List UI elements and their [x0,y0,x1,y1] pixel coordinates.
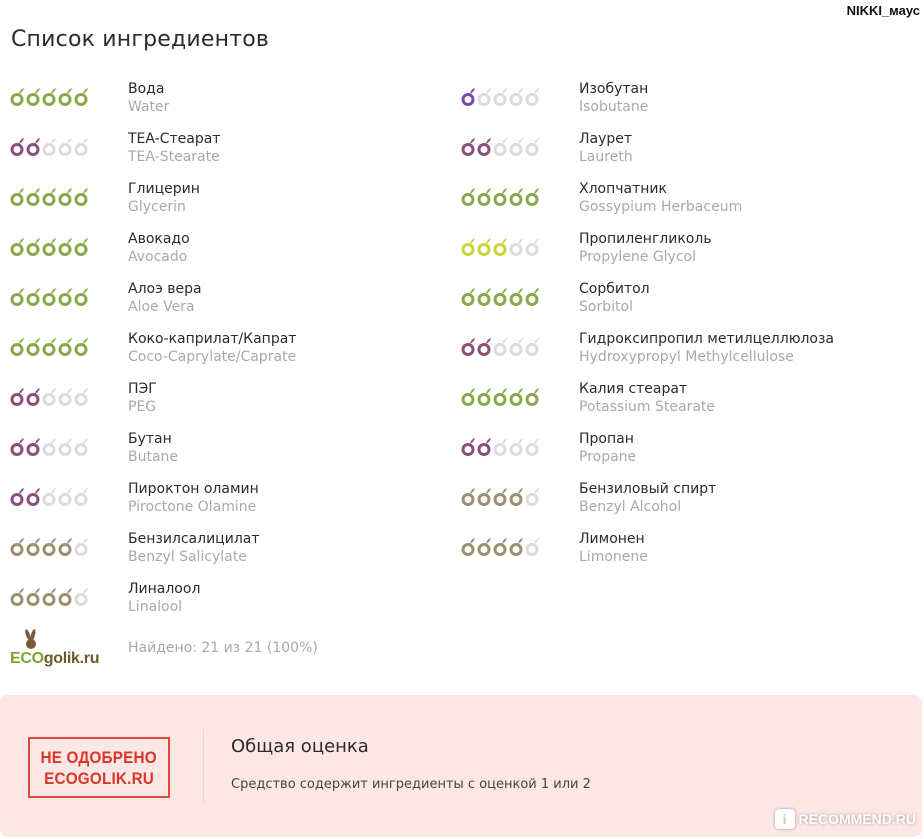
rating-olives [461,330,579,364]
rating-olives [461,180,579,214]
ingredient-row[interactable] [10,530,450,580]
olive-empty-icon [74,137,89,157]
olive-filled-icon [461,87,476,107]
olive-filled-icon [26,287,41,307]
ingredient-text [579,80,648,116]
ingredient-name[interactable]: Бензилсалицилат [128,531,260,547]
ingredient-row[interactable] [10,280,450,330]
olive-filled-icon [461,487,476,507]
olive-filled-icon [477,187,492,207]
olive-filled-icon [26,537,41,557]
ingredient-name[interactable]: Авокадо [128,231,190,247]
olive-filled-icon [461,137,476,157]
username[interactable]: NIKKI_маус [846,3,920,18]
ingredient-row[interactable] [461,180,901,230]
olive-empty-icon [58,487,73,507]
olive-filled-icon [58,87,73,107]
olive-filled-icon [10,437,25,457]
ingredient-name[interactable]: Линалоол [128,581,201,597]
ingredient-name[interactable]: Сорбитол [579,281,650,297]
logo-eco-text: ECO [10,650,44,667]
ingredient-text [128,180,200,216]
ingredient-row[interactable] [10,330,450,380]
olive-filled-icon [477,387,492,407]
page-title: Список ингредиентов [11,27,270,52]
ingredient-text [579,380,715,416]
olive-filled-icon [26,87,41,107]
olive-empty-icon [509,237,524,257]
rating-olives [461,230,579,264]
ingredient-latin-name: Coco-Caprylate/Caprate [128,349,297,365]
ingredient-text [579,180,742,216]
olive-filled-icon [477,337,492,357]
rating-olives [10,130,128,164]
olive-filled-icon [493,387,508,407]
ingredient-row[interactable] [461,330,901,380]
olive-filled-icon [42,287,57,307]
ingredient-latin-name: Linalool [128,599,183,615]
olive-empty-icon [493,437,508,457]
olive-empty-icon [58,137,73,157]
ingredient-row[interactable] [461,280,901,330]
rating-olives [461,530,579,564]
overall-rating-description: Средство содержит ингредиенты с оценкой 1 или 2 [231,777,591,792]
olive-filled-icon [58,187,73,207]
ingredient-name[interactable]: Лаурет [579,131,633,147]
olive-filled-icon [525,287,540,307]
ingredient-row[interactable] [10,180,450,230]
olive-filled-icon [477,137,492,157]
ingredient-name[interactable]: Пироктон оламин [128,481,259,497]
olive-filled-icon [525,387,540,407]
olive-filled-icon [493,487,508,507]
olive-filled-icon [26,587,41,607]
olive-filled-icon [58,237,73,257]
ingredients-column-right [461,80,901,580]
rating-olives [461,380,579,414]
ingredient-row[interactable] [10,130,450,180]
olive-empty-icon [74,537,89,557]
ingredient-row[interactable] [461,430,901,480]
olive-filled-icon [477,287,492,307]
ingredient-latin-name: Gossypium Herbaceum [579,199,743,215]
olive-filled-icon [26,337,41,357]
rating-olives [10,480,128,514]
olive-empty-icon [42,437,57,457]
olive-filled-icon [461,287,476,307]
ingredient-text [128,480,259,516]
olive-filled-icon [74,337,89,357]
rating-olives [461,80,579,114]
olive-empty-icon [58,437,73,457]
rating-olives [10,280,128,314]
olive-filled-icon [74,187,89,207]
ingredient-latin-name: Butane [128,449,179,465]
ingredient-text [579,480,716,516]
ingredient-row[interactable] [461,230,901,280]
olive-filled-icon [10,237,25,257]
olive-filled-icon [509,487,524,507]
rating-olives [10,330,128,364]
ingredient-row[interactable] [10,80,450,130]
ingredient-text [579,280,650,316]
olive-filled-icon [461,437,476,457]
ingredient-text [579,130,633,166]
ingredient-text [128,230,190,266]
ingredient-latin-name: Water [128,99,170,115]
olive-filled-icon [461,387,476,407]
olive-filled-icon [58,537,73,557]
ingredient-name[interactable]: TEA-Стеарат [128,131,221,147]
ingredient-text [128,380,157,416]
olive-filled-icon [493,537,508,557]
olive-filled-icon [477,487,492,507]
ingredient-latin-name: Propane [579,449,637,465]
stamp-line-1: НЕ ОДОБРЕНО [40,747,158,767]
ingredient-text [579,430,636,466]
olive-filled-icon [525,187,540,207]
olive-empty-icon [74,487,89,507]
ingredient-text [128,430,178,466]
rating-olives [461,130,579,164]
rating-olives [10,430,128,464]
olive-filled-icon [477,437,492,457]
ingredient-row[interactable] [461,530,901,580]
ingredient-name[interactable]: Пропан [579,431,634,447]
olive-empty-icon [509,137,524,157]
olive-filled-icon [10,587,25,607]
olive-filled-icon [26,137,41,157]
olive-empty-icon [493,337,508,357]
ingredient-latin-name: Benzyl Alcohol [579,499,682,515]
logo-domain-text: golik.ru [43,650,100,667]
recommend-badge-icon: i [775,809,795,829]
ingredient-latin-name: Isobutane [579,99,649,115]
rating-olives [10,180,128,214]
ingredient-text [128,130,220,166]
ingredient-text [128,80,169,116]
ingredient-text [128,580,200,616]
olive-filled-icon [74,287,89,307]
ingredient-text [128,330,296,366]
olive-filled-icon [461,187,476,207]
ingredient-name[interactable]: ПЭГ [128,381,157,397]
ingredient-name[interactable]: Бутан [128,431,172,447]
ingredient-name[interactable]: Пропиленгликоль [579,231,712,247]
ingredient-row[interactable] [10,380,450,430]
ingredient-name[interactable]: Алоэ вера [128,281,202,297]
ingredient-name[interactable]: Гидроксипропил метилцеллюлоза [579,331,835,347]
olive-filled-icon [58,337,73,357]
ingredient-name[interactable]: Калия стеарат [579,381,688,397]
olive-empty-icon [525,337,540,357]
ingredient-text [579,530,648,566]
olive-empty-icon [509,437,524,457]
ingredient-row[interactable] [10,480,450,530]
olive-empty-icon [42,137,57,157]
olive-filled-icon [58,287,73,307]
olive-empty-icon [525,137,540,157]
olive-empty-icon [525,237,540,257]
ingredient-row[interactable] [461,380,901,430]
ingredient-latin-name: Piroctone Olamine [128,499,257,515]
rating-olives [461,430,579,464]
olive-filled-icon [10,537,25,557]
rating-olives [10,230,128,264]
ingredient-name[interactable]: Бензиловый спирт [579,481,717,497]
olive-empty-icon [509,337,524,357]
olive-filled-icon [10,137,25,157]
ingredient-row[interactable] [461,480,901,530]
olive-filled-icon [26,237,41,257]
ingredient-latin-name: Propylene Glycol [579,249,696,265]
olive-filled-icon [42,337,57,357]
olive-empty-icon [509,87,524,107]
olive-filled-icon [493,187,508,207]
olive-filled-icon [10,287,25,307]
olive-filled-icon [461,337,476,357]
ingredient-latin-name: Aloe Vera [128,299,195,315]
rating-olives [10,380,128,414]
olive-empty-icon [74,587,89,607]
ingredient-latin-name: Glycerin [128,199,186,215]
olive-filled-icon [509,387,524,407]
watermark-text: RECOMMEND.RU [798,811,916,827]
ingredient-latin-name: PEG [128,399,157,415]
divider [203,729,204,803]
ingredient-latin-name: Limonene [579,549,648,565]
rating-olives [10,580,128,614]
ingredient-row[interactable] [10,430,450,480]
ingredient-row[interactable] [461,130,901,180]
olive-filled-icon [26,487,41,507]
ingredient-latin-name: TEA-Stearate [128,149,220,165]
ingredient-latin-name: Avocado [128,249,188,265]
olive-filled-icon [509,287,524,307]
olive-filled-icon [42,587,57,607]
olive-filled-icon [477,537,492,557]
rabbit-icon [20,628,42,650]
olive-filled-icon [509,537,524,557]
ingredients-column-left [10,80,450,630]
ingredient-name[interactable]: Коко-каприлат/Капрат [128,331,297,347]
olive-filled-icon [10,487,25,507]
ingredient-latin-name: Laureth [579,149,633,165]
olive-empty-icon [74,437,89,457]
olive-empty-icon [477,87,492,107]
olive-filled-icon [10,87,25,107]
olive-filled-icon [509,187,524,207]
olive-filled-icon [26,187,41,207]
source-footer [10,628,318,668]
ingredient-latin-name: Potassium Stearate [579,399,716,415]
rating-olives [461,480,579,514]
overall-rating-title: Общая оценка [231,736,369,757]
ingredient-name[interactable]: Вода [128,81,165,97]
olive-empty-icon [525,437,540,457]
olive-filled-icon [26,437,41,457]
ingredient-name[interactable]: Изобутан [579,81,649,97]
rating-olives [461,280,579,314]
ingredient-latin-name: Benzyl Salicylate [128,549,247,565]
ingredient-latin-name: Hydroxypropyl Methylcellulose [579,349,794,365]
recommend-watermark [775,809,916,829]
olive-filled-icon [477,237,492,257]
ingredient-text [579,230,712,266]
olive-empty-icon [58,387,73,407]
ecogolik-logo[interactable] [10,628,128,668]
olive-empty-icon [493,87,508,107]
olive-empty-icon [42,387,57,407]
olive-filled-icon [42,87,57,107]
not-approved-stamp [28,737,170,798]
olive-filled-icon [74,237,89,257]
olive-empty-icon [493,137,508,157]
olive-empty-icon [525,87,540,107]
olive-filled-icon [10,187,25,207]
stamp-line-2: ECOGOLIK.RU [44,768,154,788]
olive-empty-icon [74,387,89,407]
olive-filled-icon [493,237,508,257]
found-count: Найдено: 21 из 21 (100%) [128,640,318,656]
ingredient-text [579,330,834,366]
olive-filled-icon [74,87,89,107]
olive-filled-icon [42,187,57,207]
ingredient-name[interactable]: Глицерин [128,181,200,197]
olive-empty-icon [525,487,540,507]
olive-filled-icon [58,587,73,607]
olive-filled-icon [26,387,41,407]
ingredient-text [128,280,202,316]
ingredient-name[interactable]: Лимонен [579,531,645,547]
olive-empty-icon [525,537,540,557]
olive-filled-icon [42,537,57,557]
rating-olives [10,80,128,114]
olive-filled-icon [461,237,476,257]
olive-filled-icon [10,337,25,357]
ingredient-latin-name: Sorbitol [579,299,633,315]
olive-filled-icon [461,537,476,557]
ingredient-row[interactable] [10,230,450,280]
ingredient-row[interactable] [10,580,450,630]
olive-filled-icon [493,287,508,307]
olive-filled-icon [10,387,25,407]
olive-filled-icon [42,237,57,257]
olive-empty-icon [42,487,57,507]
rating-olives [10,530,128,564]
ingredient-name[interactable]: Хлопчатник [579,181,667,197]
ingredient-text [128,530,260,566]
ingredient-row[interactable] [461,80,901,130]
